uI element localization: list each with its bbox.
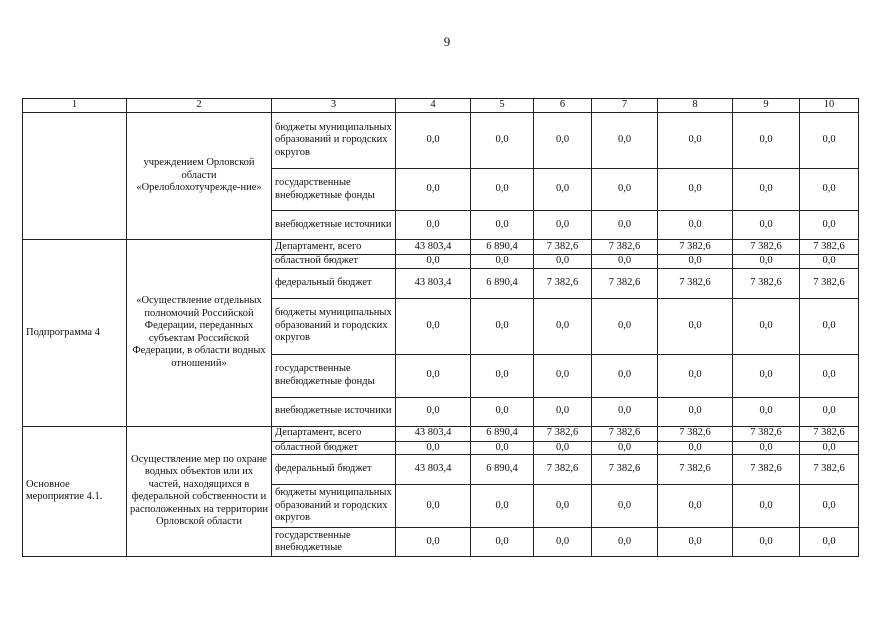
amount-cell: 0,0 (800, 485, 859, 528)
amount-cell: 0,0 (534, 298, 592, 354)
amount-cell: 0,0 (471, 485, 534, 528)
amount-cell: 0,0 (534, 113, 592, 169)
funding-source-cell: внебюджетные источники (272, 397, 396, 426)
amount-cell: 7 382,6 (658, 268, 733, 298)
amount-cell: 7 382,6 (733, 455, 800, 485)
amount-cell: 0,0 (471, 255, 534, 269)
amount-cell: 0,0 (800, 255, 859, 269)
funding-source-cell: бюджеты муниципальных образований и городских округов (272, 298, 396, 354)
funding-source-cell: государственные внебюджетные фонды (272, 354, 396, 397)
column-header-3: 3 (272, 99, 396, 113)
column-header-10: 10 (800, 99, 859, 113)
amount-cell: 0,0 (733, 397, 800, 426)
column-header-1: 1 (23, 99, 127, 113)
amount-cell: 0,0 (471, 528, 534, 557)
funding-source-cell: областной бюджет (272, 255, 396, 269)
amount-cell: 0,0 (733, 169, 800, 211)
program-name-cell: Подпрограмма 4 (23, 240, 127, 427)
amount-cell: 0,0 (733, 255, 800, 269)
amount-cell: 7 382,6 (733, 268, 800, 298)
amount-cell: 0,0 (800, 354, 859, 397)
funding-source-cell: федеральный бюджет (272, 455, 396, 485)
amount-cell: 0,0 (800, 441, 859, 455)
amount-cell: 0,0 (592, 441, 658, 455)
table-body (23, 113, 859, 557)
amount-cell: 6 890,4 (471, 455, 534, 485)
amount-cell: 43 803,4 (396, 268, 471, 298)
program-description-cell: «Осуществление отдельных полномочий Российской Федерации, переданных субъектам Российской Федерации, в области водных отношений» (127, 240, 272, 427)
amount-cell: 0,0 (534, 485, 592, 528)
amount-cell: 0,0 (658, 169, 733, 211)
amount-cell: 0,0 (592, 113, 658, 169)
amount-cell: 0,0 (534, 255, 592, 269)
funding-source-cell: бюджеты муниципальных образований и городских округов (272, 113, 396, 169)
amount-cell: 6 890,4 (471, 426, 534, 441)
amount-cell: 0,0 (800, 169, 859, 211)
amount-cell: 0,0 (658, 298, 733, 354)
amount-cell: 0,0 (800, 298, 859, 354)
funding-source-cell: бюджеты муниципальных образований и городских округов (272, 485, 396, 528)
amount-cell: 7 382,6 (800, 268, 859, 298)
amount-cell: 7 382,6 (658, 240, 733, 255)
amount-cell: 0,0 (733, 211, 800, 240)
amount-cell: 7 382,6 (800, 240, 859, 255)
amount-cell: 7 382,6 (658, 426, 733, 441)
amount-cell: 0,0 (592, 211, 658, 240)
program-name-cell (23, 113, 127, 240)
funding-source-cell: государственные внебюджетные (272, 528, 396, 557)
amount-cell: 0,0 (471, 298, 534, 354)
amount-cell: 0,0 (733, 485, 800, 528)
program-name-cell: Основное мероприятие 4.1. (23, 426, 127, 557)
amount-cell: 0,0 (534, 397, 592, 426)
amount-cell: 0,0 (396, 113, 471, 169)
amount-cell: 0,0 (592, 298, 658, 354)
program-description-cell: Осуществление мер по охране водных объектов или их частей, находящихся в федеральной собственности и расположенных на территории Орловской области (127, 426, 272, 557)
column-header-7: 7 (592, 99, 658, 113)
amount-cell: 6 890,4 (471, 240, 534, 255)
amount-cell: 7 382,6 (534, 426, 592, 441)
budget-table (22, 98, 859, 557)
column-header-8: 8 (658, 99, 733, 113)
amount-cell: 0,0 (396, 354, 471, 397)
funding-source-cell: федеральный бюджет (272, 268, 396, 298)
amount-cell: 0,0 (592, 169, 658, 211)
amount-cell: 0,0 (471, 211, 534, 240)
program-description-cell: учреждением Орловской области «Орелоблохотучрежде-ние» (127, 113, 272, 240)
funding-source-cell: внебюджетные источники (272, 211, 396, 240)
table-row (23, 113, 859, 169)
amount-cell: 0,0 (396, 441, 471, 455)
amount-cell: 0,0 (534, 211, 592, 240)
amount-cell: 0,0 (396, 255, 471, 269)
column-header-5: 5 (471, 99, 534, 113)
amount-cell: 0,0 (534, 528, 592, 557)
amount-cell: 7 382,6 (592, 426, 658, 441)
amount-cell: 0,0 (733, 354, 800, 397)
funding-source-cell: Департамент, всего (272, 240, 396, 255)
amount-cell: 0,0 (471, 169, 534, 211)
amount-cell: 0,0 (800, 113, 859, 169)
amount-cell: 0,0 (733, 441, 800, 455)
column-header-6: 6 (534, 99, 592, 113)
amount-cell: 43 803,4 (396, 455, 471, 485)
amount-cell: 43 803,4 (396, 240, 471, 255)
amount-cell: 7 382,6 (534, 455, 592, 485)
funding-source-cell: областной бюджет (272, 441, 396, 455)
amount-cell: 0,0 (800, 528, 859, 557)
amount-cell: 0,0 (396, 211, 471, 240)
amount-cell: 0,0 (658, 528, 733, 557)
column-header-9: 9 (733, 99, 800, 113)
amount-cell: 43 803,4 (396, 426, 471, 441)
funding-source-cell: государственные внебюджетные фонды (272, 169, 396, 211)
header-row (23, 99, 859, 113)
amount-cell: 0,0 (471, 354, 534, 397)
amount-cell: 0,0 (658, 113, 733, 169)
amount-cell: 0,0 (800, 211, 859, 240)
amount-cell: 7 382,6 (733, 426, 800, 441)
amount-cell: 7 382,6 (800, 455, 859, 485)
table-row (23, 426, 859, 441)
amount-cell: 7 382,6 (592, 240, 658, 255)
amount-cell: 0,0 (396, 169, 471, 211)
column-header-4: 4 (396, 99, 471, 113)
amount-cell: 0,0 (733, 528, 800, 557)
amount-cell: 0,0 (534, 169, 592, 211)
amount-cell: 0,0 (800, 397, 859, 426)
amount-cell: 0,0 (471, 441, 534, 455)
amount-cell: 0,0 (471, 397, 534, 426)
amount-cell: 0,0 (592, 485, 658, 528)
amount-cell: 0,0 (396, 397, 471, 426)
amount-cell: 0,0 (471, 113, 534, 169)
amount-cell: 0,0 (592, 528, 658, 557)
amount-cell: 0,0 (396, 485, 471, 528)
amount-cell: 7 382,6 (592, 268, 658, 298)
amount-cell: 0,0 (658, 211, 733, 240)
amount-cell: 0,0 (592, 354, 658, 397)
amount-cell: 0,0 (534, 354, 592, 397)
amount-cell: 0,0 (534, 441, 592, 455)
funding-source-cell: Департамент, всего (272, 426, 396, 441)
amount-cell: 0,0 (658, 441, 733, 455)
amount-cell: 7 382,6 (534, 240, 592, 255)
amount-cell: 7 382,6 (592, 455, 658, 485)
amount-cell: 0,0 (396, 528, 471, 557)
amount-cell: 0,0 (396, 298, 471, 354)
page-number: 9 (443, 34, 451, 49)
amount-cell: 7 382,6 (658, 455, 733, 485)
amount-cell: 7 382,6 (534, 268, 592, 298)
amount-cell: 0,0 (658, 255, 733, 269)
amount-cell: 0,0 (658, 354, 733, 397)
amount-cell: 0,0 (658, 485, 733, 528)
column-header-2: 2 (127, 99, 272, 113)
amount-cell: 0,0 (733, 113, 800, 169)
amount-cell: 6 890,4 (471, 268, 534, 298)
amount-cell: 0,0 (592, 255, 658, 269)
amount-cell: 7 382,6 (733, 240, 800, 255)
table-row (23, 240, 859, 255)
amount-cell: 0,0 (658, 397, 733, 426)
amount-cell: 0,0 (592, 397, 658, 426)
amount-cell: 7 382,6 (800, 426, 859, 441)
amount-cell: 0,0 (733, 298, 800, 354)
